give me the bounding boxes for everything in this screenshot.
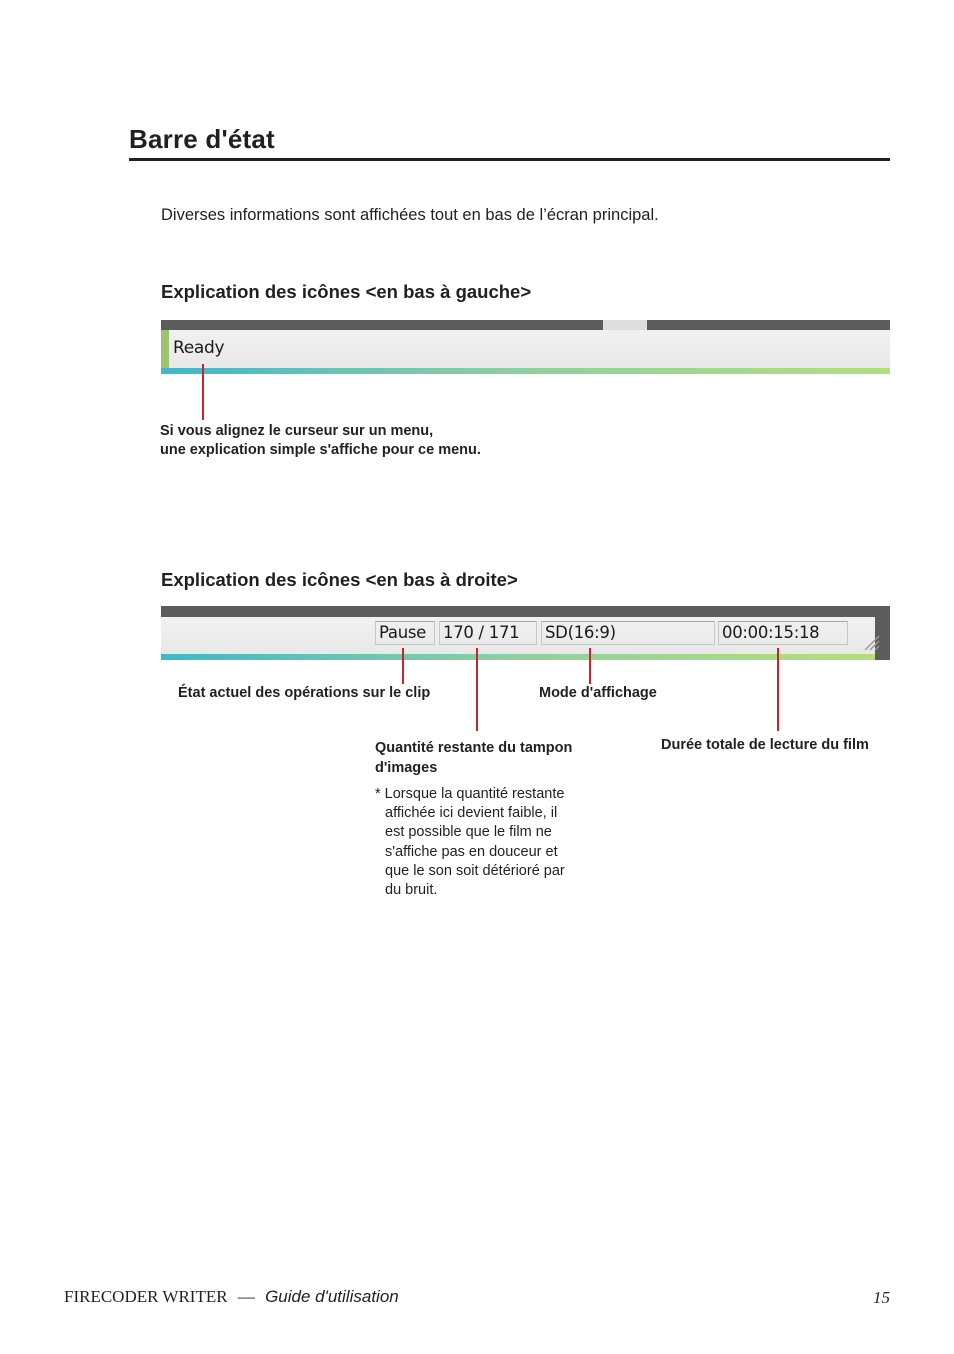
label-buffer-line2: d'images xyxy=(375,760,438,776)
title-underline xyxy=(129,158,890,161)
right-section-title: Explication des icônes <en bas à droite> xyxy=(161,569,518,590)
buffer-note-line3: est possible que le film ne xyxy=(385,824,552,840)
ready-note-line2: une explication simple s'affiche pour ce menu. xyxy=(160,442,481,458)
pointer-line-ready xyxy=(202,364,204,420)
page-number: 15 xyxy=(873,1288,890,1307)
pointer-line-state xyxy=(402,648,404,684)
buffer-note-line2: affichée ici devient faible, il xyxy=(385,805,558,821)
ready-note-line1: Si vous alignez le curseur sur un menu, xyxy=(160,423,434,439)
pane-mode xyxy=(541,621,715,645)
intro-text: Diverses informations sont affichées tout en bas de l’écran principal. xyxy=(161,206,659,224)
left-edge xyxy=(161,330,169,368)
status-bar-gradient xyxy=(161,654,875,660)
label-state: État actuel des opérations sur le clip xyxy=(178,685,431,701)
pointer-line-time xyxy=(777,648,779,731)
pane-state-text: Pause xyxy=(379,623,427,642)
label-time: Durée totale de lecture du film xyxy=(661,737,869,753)
pointer-line-buffer xyxy=(476,648,478,731)
page-title: Barre d'état xyxy=(129,124,275,154)
footer-title xyxy=(64,1287,399,1307)
pane-state xyxy=(375,621,435,645)
label-mode: Mode d'affichage xyxy=(539,685,657,701)
label-buffer-line1: Quantité restante du tampon xyxy=(375,740,573,756)
left-section-title: Explication des icônes <en bas à gauche> xyxy=(161,281,532,302)
frame-gap xyxy=(603,320,647,330)
window-frame-top xyxy=(161,606,875,617)
status-bar-right-screenshot xyxy=(161,606,890,660)
buffer-note-line5: que le son soit détérioré par xyxy=(385,863,565,879)
pane-time-text: 00:00:15:18 xyxy=(722,623,820,642)
buffer-note-line1: * Lorsque la quantité restante xyxy=(375,786,565,802)
status-bar-gradient xyxy=(161,368,890,374)
buffer-note-line6: du bruit. xyxy=(385,882,438,898)
footer-product: FIRECODER WRITER xyxy=(64,1287,228,1306)
footer-guide: Guide d'utilisation xyxy=(265,1287,399,1306)
pane-buffer-text: 170 / 171 xyxy=(443,623,520,642)
pointer-line-mode xyxy=(589,648,591,684)
status-bar-left-screenshot xyxy=(161,320,890,374)
status-ready-text: Ready xyxy=(173,338,225,358)
footer-dash: — xyxy=(237,1287,255,1306)
pane-time xyxy=(718,621,848,645)
pane-mode-text: SD(16:9) xyxy=(545,623,616,642)
pane-buffer xyxy=(439,621,537,645)
window-frame-top xyxy=(161,320,890,330)
resize-grip-icon[interactable] xyxy=(862,633,880,651)
buffer-note-line4: s'affiche pas en douceur et xyxy=(385,844,558,860)
